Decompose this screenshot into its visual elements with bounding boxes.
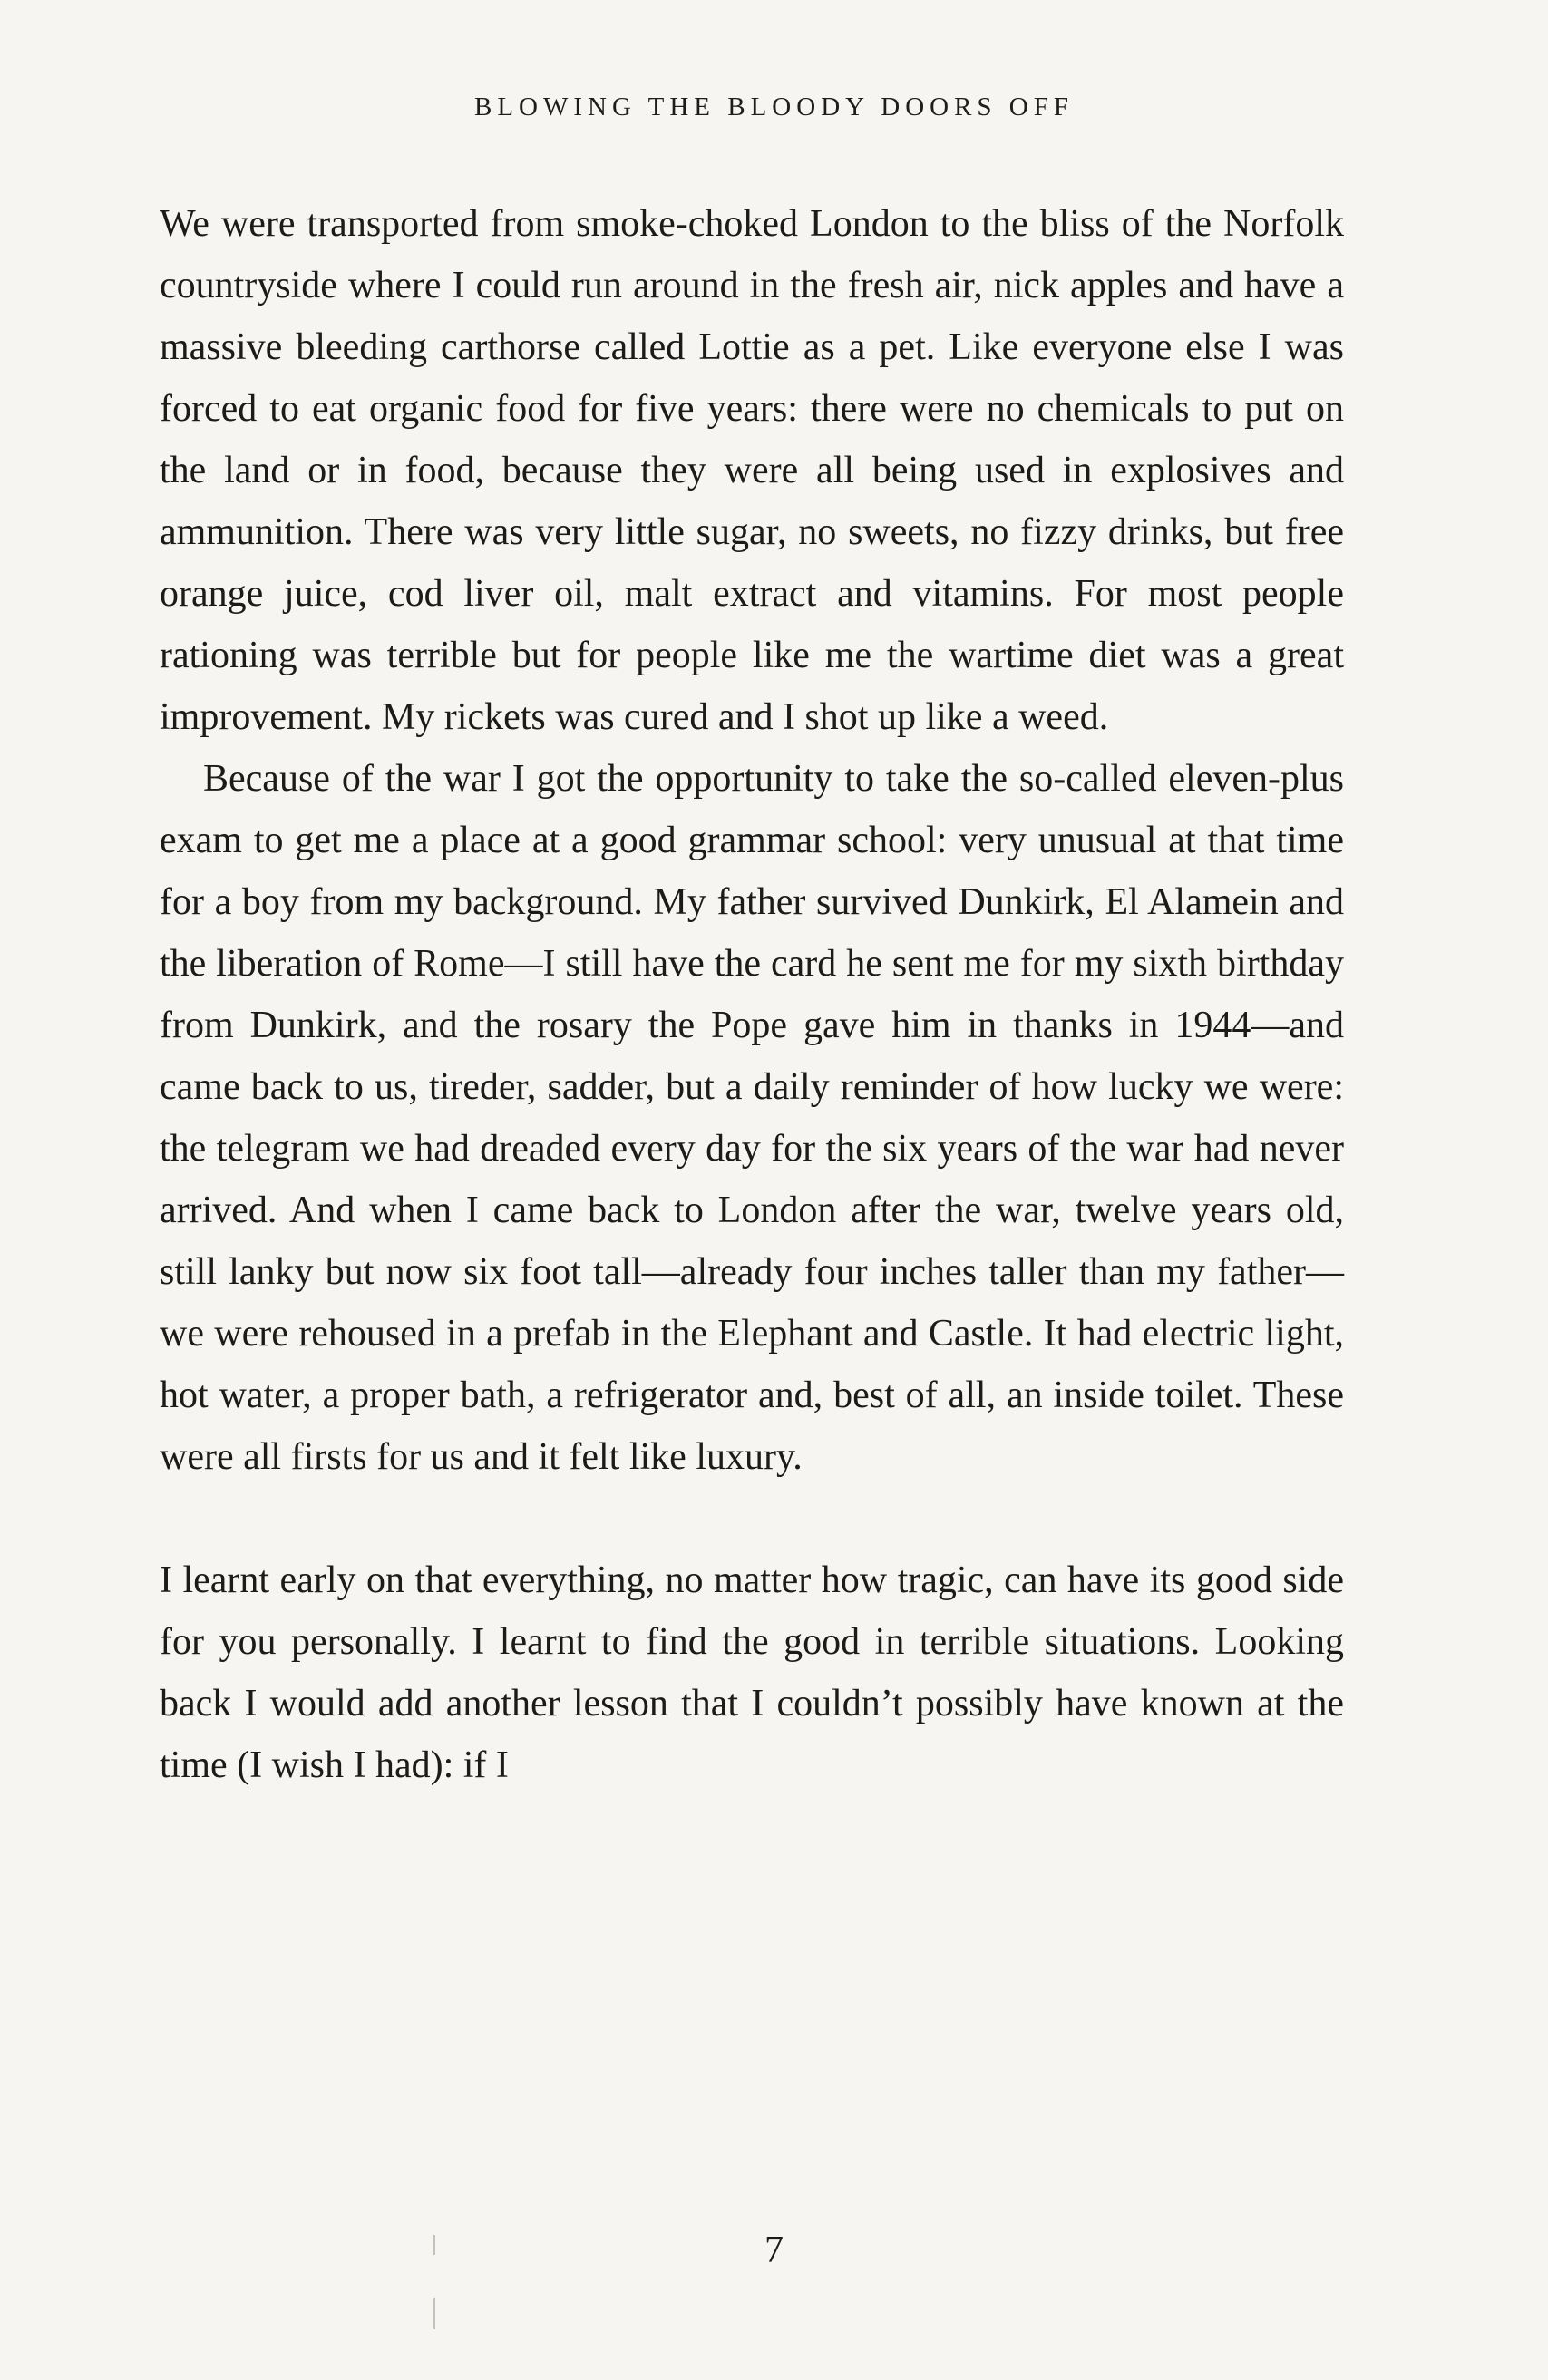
paragraph-1: We were transported from smoke-choked London to the bliss of the Norfolk countryside where I could run around in the fresh air, nick apples and have a massive bleeding carthorse called Lottie as a pet. Like everyone else I was forced to eat organic food for five years: there were no chemicals to put on the land or in food, because they were all being used in explosives and ammunition. There was very little sugar, no sweets, no fizzy drinks, but free orange juice, cod liver oil, malt extract and vitamins. For most people rationing was terrible but for people like me the wartime diet was a great improvement. My rickets was cured and I shot up like a weed. <box>160 203 1344 738</box>
running-head: BLOWING THE BLOODY DOORS OFF <box>473 92 1074 121</box>
page-number: 7 <box>764 2229 784 2271</box>
scan-mark <box>433 2298 435 2329</box>
paragraph-3: I learnt early on that everything, no matter how tragic, can have its good side for you personally. I learnt to find the good in terrible situations. Looking back I would add another lesson that I couldn’t possibly have known at the time (I wish I had): if I <box>160 1559 1344 1786</box>
paragraph-2: Because of the war I got the opportunity to take the so-called eleven-plus exam to get me a place at a good grammar school: very unusual at that time for a boy from my background. My father survived Dunkirk, El Alamein and the liberation of Rome—I still have the card he sent me for my sixth birthday from Dunkirk, and the rosary the Pope gave him in thanks in 1944—and came back to us, tireder, sadder, but a daily reminder of how lucky we were: the telegram we had dreaded every day for the six years of the war had never arrived. And when I came back to London after the war, twelve years old, still lanky but now six foot tall—already four inches taller than my father—we were rehoused in a prefab in the Elephant and Castle. It had electric light, hot water, a proper bath, a refrigerator and, best of all, an inside toilet. These were all firsts for us and it felt like luxury. <box>160 758 1344 1478</box>
body-text <box>160 193 1344 1796</box>
